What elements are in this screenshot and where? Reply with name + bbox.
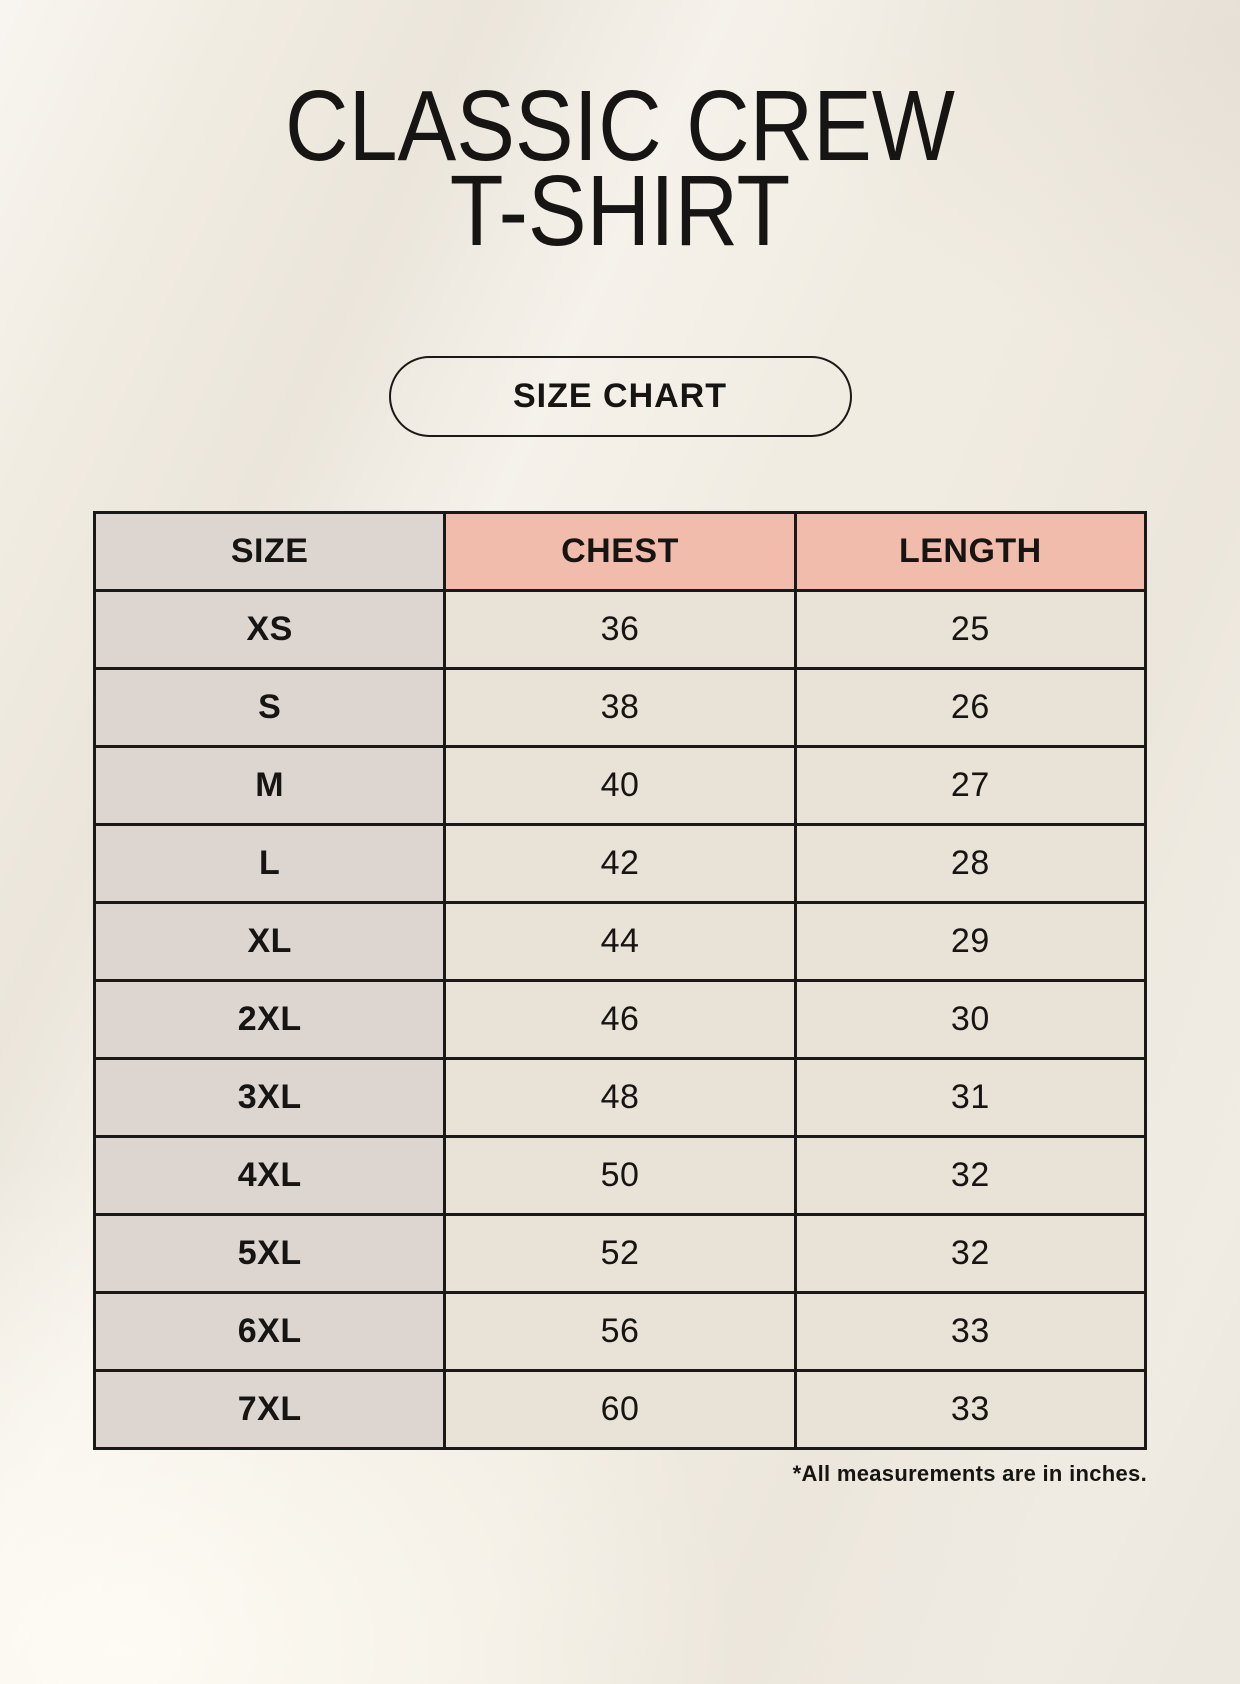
length-value-xl: 29 [795,903,1145,981]
length-value-5xl: 32 [795,1215,1145,1293]
measurements-footnote: *All measurements are in inches. [792,1461,1147,1486]
size-label-m: M [95,747,445,825]
size-row-7xl [95,1371,1146,1449]
column-header-length: LENGTH [795,513,1145,591]
chest-value-l: 42 [445,825,795,903]
size-table-body [95,591,1146,1449]
size-row-3xl [95,1059,1146,1137]
chest-value-2xl: 46 [445,981,795,1059]
size-row-l [95,825,1146,903]
size-label-s: S [95,669,445,747]
size-chart-button-label: SIZE CHART [513,377,727,415]
length-value-6xl: 33 [795,1293,1145,1371]
chest-value-5xl: 52 [445,1215,795,1293]
chest-value-xs: 36 [445,591,795,669]
size-table [93,511,1147,1450]
size-row-xs [95,591,1146,669]
size-label-3xl: 3XL [95,1059,445,1137]
length-value-m: 27 [795,747,1145,825]
size-row-xl [95,903,1146,981]
size-chart-page [0,70,1240,1684]
size-label-5xl: 5XL [95,1215,445,1293]
chest-value-xl: 44 [445,903,795,981]
page-title [0,70,1240,267]
length-value-7xl: 33 [795,1371,1145,1449]
size-label-l: L [95,825,445,903]
length-value-s: 26 [795,669,1145,747]
chest-value-6xl: 56 [445,1293,795,1371]
size-label-6xl: 6XL [95,1293,445,1371]
size-chart-button[interactable] [389,356,852,437]
size-table-header-row [95,513,1146,591]
size-row-2xl [95,981,1146,1059]
column-header-chest: CHEST [445,513,795,591]
size-label-xl: XL [95,903,445,981]
chest-value-3xl: 48 [445,1059,795,1137]
size-row-6xl [95,1293,1146,1371]
size-row-s [95,669,1146,747]
size-row-5xl [95,1215,1146,1293]
size-label-xs: XS [95,591,445,669]
page-title-line-1: CLASSIC CREW [285,70,955,182]
length-value-2xl: 30 [795,981,1145,1059]
length-value-xs: 25 [795,591,1145,669]
length-value-4xl: 32 [795,1137,1145,1215]
length-value-3xl: 31 [795,1059,1145,1137]
chest-value-m: 40 [445,747,795,825]
size-row-m [95,747,1146,825]
size-label-2xl: 2XL [95,981,445,1059]
chest-value-7xl: 60 [445,1371,795,1449]
size-label-4xl: 4XL [95,1137,445,1215]
length-value-l: 28 [795,825,1145,903]
chest-value-4xl: 50 [445,1137,795,1215]
column-header-size: SIZE [95,513,445,591]
size-label-7xl: 7XL [95,1371,445,1449]
chest-value-s: 38 [445,669,795,747]
page-title-line-2: T-SHIRT [449,155,791,267]
size-row-4xl [95,1137,1146,1215]
